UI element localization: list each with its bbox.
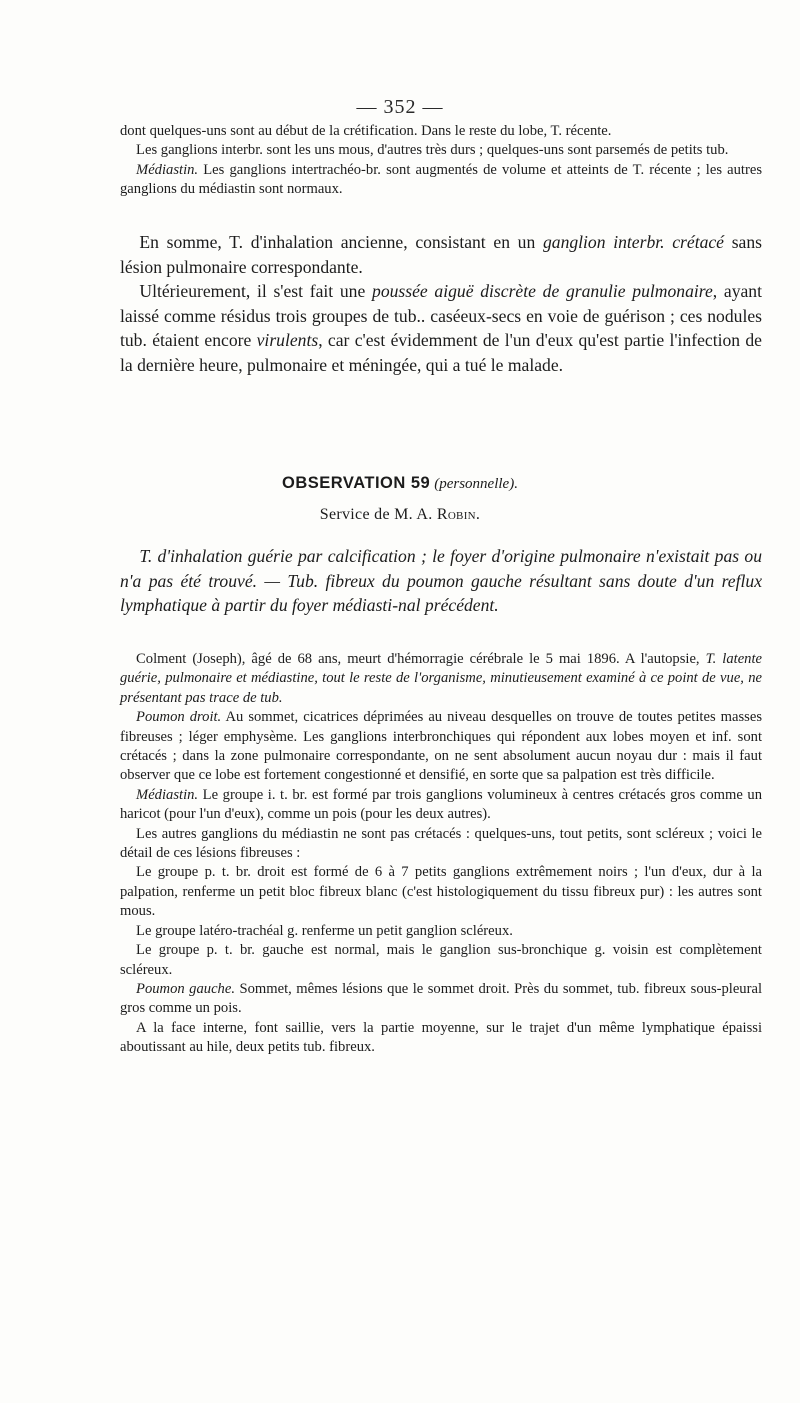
poumon-gauche-text: Sommet, mêmes lésions que le sommet droit. Près du sommet, tub. fibreux sous-pleural gros comme un pois. [120, 980, 762, 1017]
body-paragraph-mediastin [120, 786, 762, 825]
observation-heading [0, 474, 800, 493]
poumon-gauche-label: Poumon gauche. [136, 980, 235, 997]
summary-section [120, 230, 762, 378]
observation-note: (personnelle). [434, 476, 518, 492]
mediastin-text: Les ganglions intertrachéo-br. sont augmentés de volume et atteints de T. récente ; les autres ganglions du médiastin sont normaux. [120, 161, 762, 198]
summary-p2-italic-2: virulents [256, 330, 319, 351]
mediastin-label: Médiastin. [136, 161, 199, 178]
observation-title: OBSERVATION 59 [282, 474, 431, 492]
body-paragraph-5: Le groupe p. t. br. droit est formé de 6 à 7 petits ganglions extrêmement noirs ; l'un d'eux, dur à la palpation, renferme un petit bloc fibreux blanc (c'est histologiquement du tissu fibreux pur) : les autres sont mous. [120, 864, 762, 920]
body-mediastin-text: Le groupe i. t. br. est formé par trois ganglions volumineux à centres crétacés gros comme un haricot (pour l'un d'eux), comme un pois (pour les deux autres). [120, 786, 762, 823]
service-name: Robin [436, 506, 476, 523]
top-line-1: dont quelques-uns sont au début de la crétification. Dans le reste du lobe, T. récente. [120, 123, 612, 139]
poumon-droit-text: Au sommet, cicatrices déprimées au niveau desquelles on trouve de toutes petites masses fibreuses ; léger emphysème. Les ganglions interbronchiques qui répondent aux lobes moyen et inf. sont crétacés ; dans la zone pulmonaire correspondante, on ne sent absolument aucun noyau dur : mais il faut observer que ce lobe est fortement congestionné et densifié, en sorte que sa palpation est très difficile. [120, 709, 763, 784]
summary-p1-italic: ganglion interbr. crétacé [542, 232, 724, 252]
service-prefix: Service de M. A. [319, 506, 437, 523]
summary-p2-c: , car c'est évidemment de l'un d'eux qu'est partie l'infection de la dernière heure, pulmonaire et méningée, qui a tué le malade. [120, 330, 762, 375]
body-section [120, 650, 762, 1058]
body-p1-a: Colment (Joseph), âgé de 68 ans, meurt d'hémorragie cérébrale le 5 mai 1896. A l'autopsie, [136, 651, 706, 667]
observation-abstract: T. d'inhalation guérie par calcification ; le foyer d'origine pulmonaire n'existait pas ou n'a pas été trouvé. — Tub. fibreux du poumon gauche résultant sans doute d'un reflux lymphatique à partir du foyer médiasti-nal précédent. [120, 546, 762, 616]
service-suffix: . [475, 506, 481, 523]
summary-p2-b: , ayant laissé comme résidus trois groupes de tub.. caséeux-secs en voie de guérison ; ces nodules tub. étaient encore [120, 281, 762, 351]
body-paragraph-poumon-droit [120, 708, 762, 786]
service-line [0, 506, 800, 524]
summary-paragraph-2 [120, 279, 762, 377]
summary-p2-a: Ultérieurement, il s'est fait une [139, 281, 373, 302]
summary-p2-italic: poussée aiguë discrète de granulie pulmonaire [372, 281, 713, 302]
body-p1-italic: T. latente guérie, pulmonaire et médiastine, tout le reste de l'organisme, minutieusement examiné à ce point de vue, ne présentant pas trace de tub. [120, 651, 762, 706]
body-paragraph-7: Le groupe p. t. br. gauche est normal, mais le ganglion sus-bronchique g. voisin est complètement scléreux. [120, 942, 762, 978]
summary-p1-a: En somme, T. d'inhalation ancienne, consistant en un [139, 232, 543, 252]
observation-abstract-block [120, 544, 762, 618]
poumon-droit-label: Poumon droit. [136, 709, 222, 726]
body-paragraph-9: A la face interne, font saillie, vers la partie moyenne, sur le trajet d'un même lymphatique épaissi aboutissant au hile, deux petits tub. fibreux. [120, 1019, 762, 1056]
top-section [120, 122, 762, 200]
top-mediastin-paragraph [120, 161, 762, 200]
page-number: — 352 — [356, 96, 444, 118]
top-line-2: Les ganglions interbr. sont les uns mous, d'autres très durs ; quelques-uns sont parsemés de petits tub. [136, 142, 729, 159]
summary-p1-b: sans lésion pulmonaire correspondante. [120, 232, 762, 277]
body-paragraph-1 [120, 650, 762, 708]
summary-paragraph-1 [120, 230, 762, 279]
body-paragraph-poumon-gauche [120, 980, 762, 1019]
body-paragraph-6: Le groupe latéro-trachéal g. renferme un petit ganglion scléreux. [136, 922, 513, 939]
body-paragraph-4: Les autres ganglions du médiastin ne sont pas crétacés : quelques-uns, tout petits, sont scléreux ; voici le détail de ces lésions fibreuses : [120, 825, 762, 862]
body-mediastin-label: Médiastin. [136, 786, 199, 803]
